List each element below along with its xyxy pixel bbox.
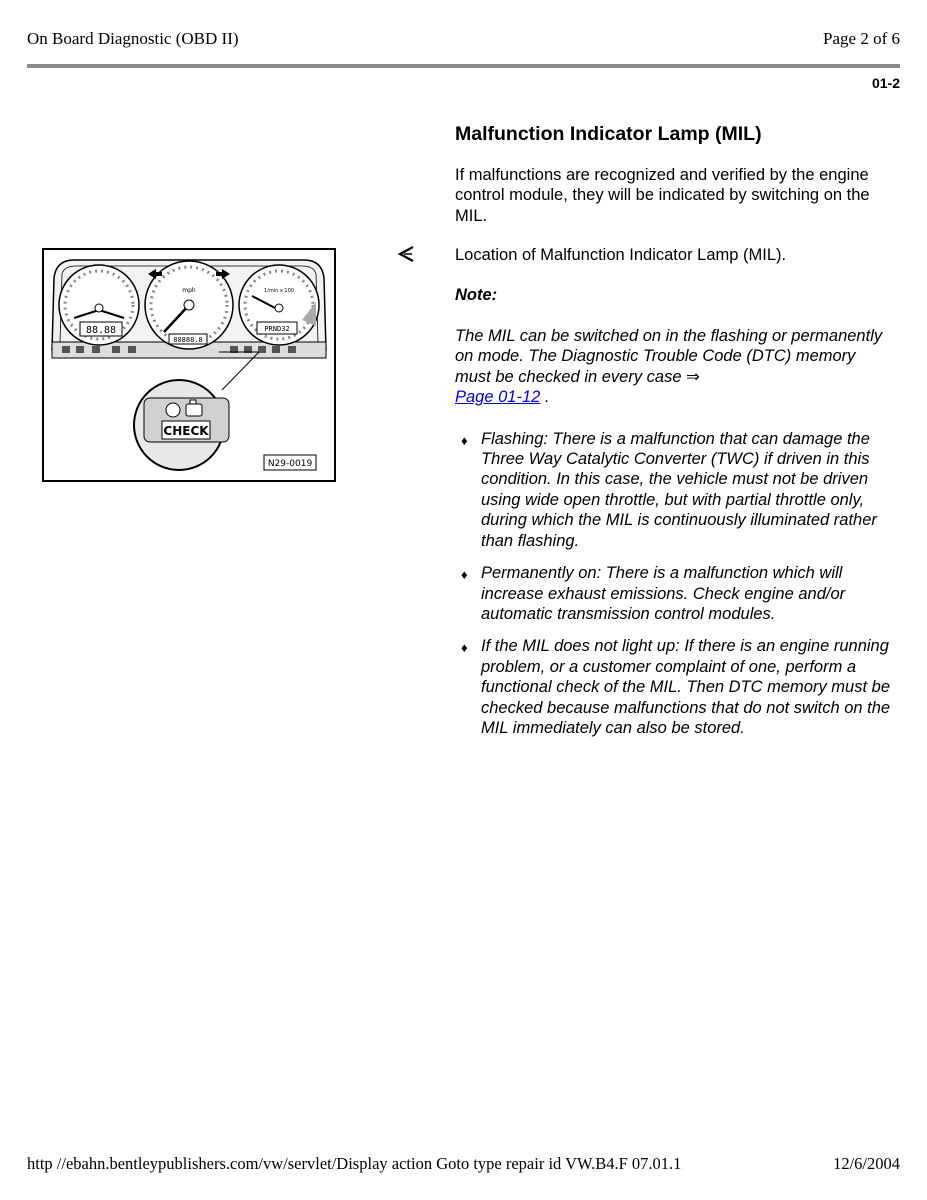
instrument-cluster-figure bbox=[42, 248, 336, 482]
main-content bbox=[455, 122, 895, 750]
intro-paragraph: If malfunctions are recognized and verified by the engine control module, they will be indicated by switching on the MIL. bbox=[455, 166, 870, 225]
speed-unit-label: mph bbox=[182, 287, 196, 294]
note-label: Note: bbox=[455, 285, 498, 304]
left-arrow-icon bbox=[397, 243, 415, 265]
check-lamp-label: CHECK bbox=[163, 424, 209, 438]
bullet-text: Permanently on: There is a malfunction which will increase exhaust emissions. Check engine and/or automatic transmission control modules. bbox=[481, 564, 846, 623]
page-footer bbox=[27, 1154, 900, 1174]
bullet-text: Flashing: There is a malfunction that can damage the Three Way Catalytic Converter (TWC) if driven in this condition. In this case, the vehicle must not be driven using wide open throttle, but with partial throttle only, during which the MIL is continuously illuminated rather than flashing. bbox=[481, 429, 877, 550]
diamond-bullet-icon: ♦ bbox=[461, 640, 468, 656]
list-item bbox=[455, 636, 895, 738]
tachometer-gauge bbox=[239, 265, 319, 345]
diamond-bullet-icon: ♦ bbox=[461, 432, 468, 448]
page-code: 01-2 bbox=[871, 75, 900, 91]
gear-readout: PRND32 bbox=[264, 325, 290, 333]
page-indicator: Page 2 of 6 bbox=[823, 29, 900, 48]
header-divider bbox=[27, 64, 900, 68]
bullet-text: If the MIL does not light up: If there is an engine running problem, or a customer complaint of one, perform a functional check of the MIL. Then DTC memory must be checked because malfunctions that do not switch on the MIL immediately can also be stored. bbox=[481, 637, 891, 737]
diamond-bullet-icon: ♦ bbox=[461, 567, 468, 583]
figure-id: N29-0019 bbox=[267, 459, 313, 469]
odometer-readout: 88.88 bbox=[85, 325, 117, 336]
trip-readout: 88888.8 bbox=[173, 336, 203, 344]
note-end: . bbox=[540, 388, 550, 407]
section-title: Malfunction Indicator Lamp (MIL) bbox=[455, 123, 762, 145]
list-item bbox=[455, 563, 895, 624]
footer-date: 12/6/2004 bbox=[833, 1154, 900, 1173]
location-text: Location of Malfunction Indicator Lamp (MIL). bbox=[455, 246, 787, 265]
page-link[interactable]: Page 01-12 bbox=[455, 388, 541, 407]
mil-magnifier bbox=[134, 380, 229, 470]
location-row bbox=[455, 245, 895, 265]
note-body: The MIL can be switched on in the flashing or permanently on mode. The Diagnostic Trouble Code (DTC) memory must be checked in every case ⇒ bbox=[455, 327, 883, 386]
document-title: On Board Diagnostic (OBD II) bbox=[27, 29, 239, 48]
note-text bbox=[455, 326, 895, 408]
instrument-cluster-illustration bbox=[44, 250, 334, 480]
list-item bbox=[455, 429, 895, 551]
footer-url: http //ebahn.bentleypublishers.com/vw/servlet/Display action Goto type repair id VW.B4.F 07.01.1 bbox=[27, 1154, 682, 1173]
rpm-unit-label: 1/min x 100 bbox=[264, 288, 294, 294]
fuel-temp-gauge bbox=[59, 265, 139, 345]
